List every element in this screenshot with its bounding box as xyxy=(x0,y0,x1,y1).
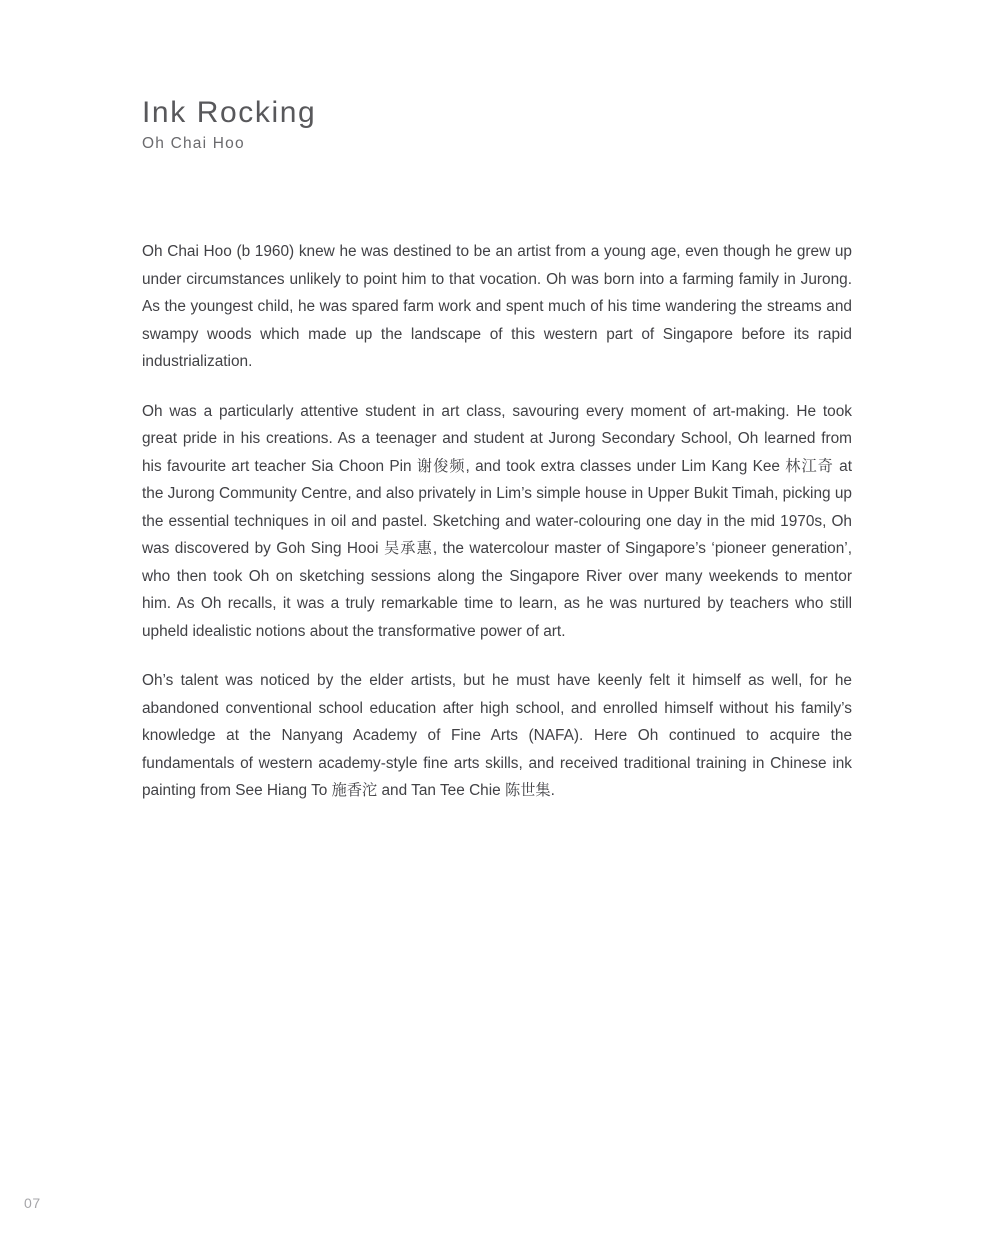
cjk-name: 陈世集 xyxy=(505,781,551,799)
body-text-container xyxy=(142,238,852,805)
page-title: Ink Rocking xyxy=(142,96,317,129)
document-header xyxy=(142,95,854,155)
cjk-name: 施香沱 xyxy=(331,781,378,799)
body-paragraph: Oh’s talent was noticed by the elder artists, but he must have keenly felt it himself as well, for he abandoned conventional school education after high school, and enrolled himself without his family’s knowledge at the Nanyang Academy of Fine Arts (NAFA). Here Oh continued to acquire the fundamentals of western academy-style fine arts skills, and received traditional training in Chinese ink painting from See Hiang To 施香沱 and Tan Tee Chie 陈世集. xyxy=(142,672,852,799)
body-paragraph: Oh Chai Hoo (b 1960) knew he was destined to be an artist from a young age, even though he grew up under circumstances unlikely to point him to that vocation. Oh was born into a farming family in Jurong. As the youngest child, he was spared farm work and spent much of his time wandering the streams and swampy woods which made up the landscape of this western part of Singapore before its rapid industrialization. xyxy=(142,243,852,370)
cjk-name: 吴承惠 xyxy=(383,539,433,557)
cjk-name: 谢俊频 xyxy=(416,456,466,475)
body-paragraph: Oh was a particularly attentive student in art class, savouring every moment of art-making. He took great pride in his creations. As a teenager and student at Jurong Secondary School, Oh learned from his favourite art teacher Sia Choon Pin 谢俊频, and took extra classes under Lim Kang Kee 林江奇 at the Jurong Community Centre, and also privately in Lim’s simple house in Upper Bukit Timah, picking up the essential techniques in oil and pastel. Sketching and water-colouring one day in the mid 1970s, Oh was discovered by Goh Sing Hooi 吴承惠, the watercolour master of Singapore’s ‘pioneer generation’, who then took Oh on sketching sessions along the Singapore River over many weekends to mentor him. As Oh recalls, it was a truly remarkable time to learn, as he was nurtured by teachers who still upheld idealistic notions about the transformative power of art. xyxy=(142,402,853,640)
page-number: 07 xyxy=(24,1195,41,1211)
cjk-name: 林江奇 xyxy=(785,456,834,475)
author-name: Oh Chai Hoo xyxy=(142,135,245,153)
